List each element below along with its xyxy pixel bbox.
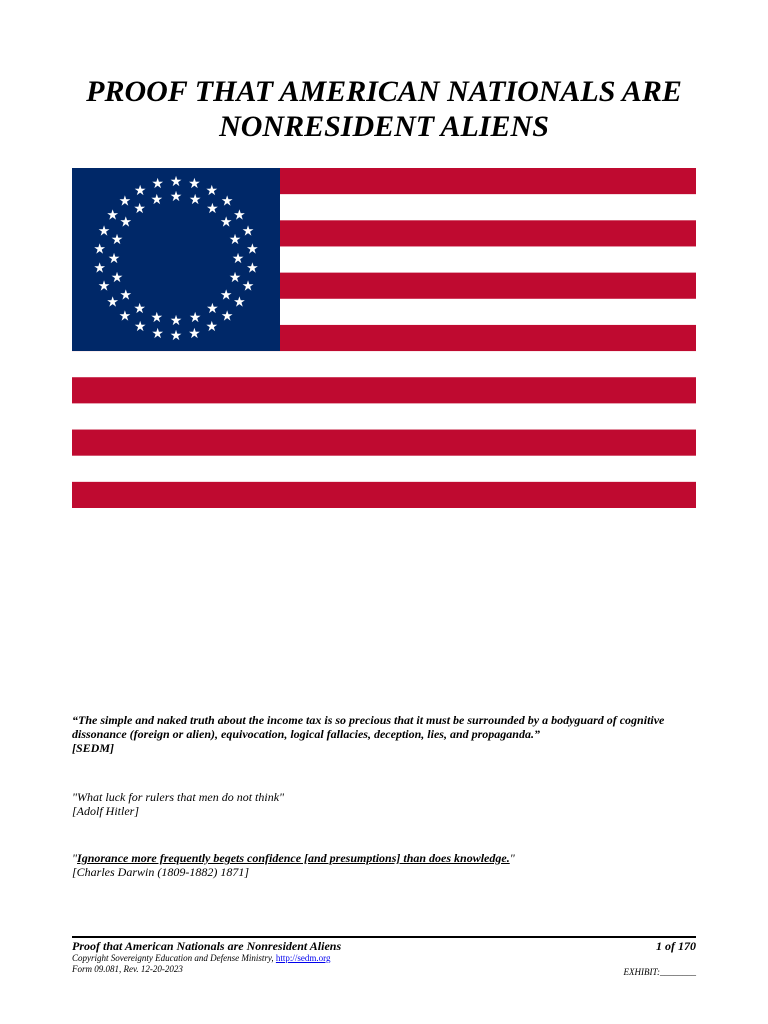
quote-source: [Charles Darwin (1809-1882) 1871] [72,865,250,879]
footer-form-number: Form 09.081, Rev. 12-20-2023 [72,964,183,974]
red-stripe [72,482,696,508]
star-icon: ★ [106,207,119,224]
footer-sedm-link[interactable]: http://sedm.org [275,953,331,963]
quote-source: [Adolf Hitler] [72,804,140,818]
page-footer [72,939,696,975]
quote-sedm [72,713,702,755]
star-icon: ★ [133,301,146,318]
star-icon: ★ [206,200,219,217]
quote-source: [SEDM] [72,741,115,755]
white-stripe [72,456,696,483]
star-icon: ★ [246,260,259,277]
star-icon: ★ [220,193,234,210]
white-stripe [72,403,696,430]
star-icon: ★ [119,287,133,304]
star-icon: ★ [151,325,164,342]
star-icon: ★ [110,231,124,248]
star-icon: ★ [169,189,183,205]
star-icon: ★ [188,310,202,326]
star-icon: ★ [93,260,106,277]
star-icon: ★ [233,294,246,311]
white-stripe [72,351,696,378]
quote-hitler [72,790,702,818]
star-icon: ★ [118,308,132,325]
star-icon: ★ [97,278,111,295]
document-title [40,74,728,144]
footer-document-title: Proof that American Nationals are Nonresident Aliens [72,939,342,953]
star-icon: ★ [206,301,219,318]
star-icon: ★ [246,241,259,258]
american-flag-image [72,168,696,508]
star-icon: ★ [169,328,183,344]
quote-darwin [72,851,702,879]
star-icon: ★ [169,174,183,190]
star-icon: ★ [228,231,242,248]
star-icon: ★ [97,223,111,240]
red-stripe [72,377,696,404]
footer-divider [72,936,696,938]
star-icon: ★ [188,325,201,342]
star-icon: ★ [220,308,234,325]
quote-text-line [72,851,702,865]
quote-close-mark: " [509,851,515,865]
star-icon: ★ [205,319,219,336]
star-icon: ★ [133,200,146,217]
star-icon: ★ [150,310,164,326]
star-icon: ★ [93,241,106,258]
star-icon: ★ [118,193,132,210]
star-icon: ★ [119,214,133,231]
quote-text: “The simple and naked truth about the income tax is so precious that it must be surrounded by a bodyguard of cognitive dissonance (foreign or alien), equivocation, logical fallacies, deception, lies, and propaganda.” [72,713,665,741]
star-icon: ★ [233,207,246,224]
title-line-2: NONRESIDENT ALIENS [219,110,549,143]
title-line-1: PROOF THAT AMERICAN NATIONALS ARE [86,75,682,108]
star-icon: ★ [231,251,245,267]
star-icon: ★ [106,294,119,311]
star-icon: ★ [151,176,164,193]
star-icon: ★ [169,313,183,329]
footer-copyright-line [72,953,696,964]
star-icon: ★ [110,270,124,287]
footer-exhibit-field: EXHIBIT:________ [623,967,696,977]
star-icon: ★ [133,182,147,199]
star-icon: ★ [228,270,242,287]
star-icon: ★ [241,278,255,295]
red-stripe [72,430,696,457]
quote-text: "What luck for rulers that men do not think" [72,790,285,804]
star-icon: ★ [188,176,201,193]
star-icon: ★ [188,192,202,208]
star-icon: ★ [219,214,233,231]
star-icon: ★ [107,251,121,267]
footer-page-number: 1 of 170 [656,939,696,953]
star-icon: ★ [219,287,233,304]
star-icon: ★ [133,319,147,336]
quote-open-mark: " [72,851,78,865]
star-icon: ★ [150,192,164,208]
star-icon: ★ [241,223,255,240]
quote-text: Ignorance more frequently begets confidence [and presumptions] than does knowledge. [77,851,510,865]
star-icon: ★ [205,182,219,199]
footer-copyright: Copyright Sovereignty Education and Defense Ministry, [72,953,274,963]
